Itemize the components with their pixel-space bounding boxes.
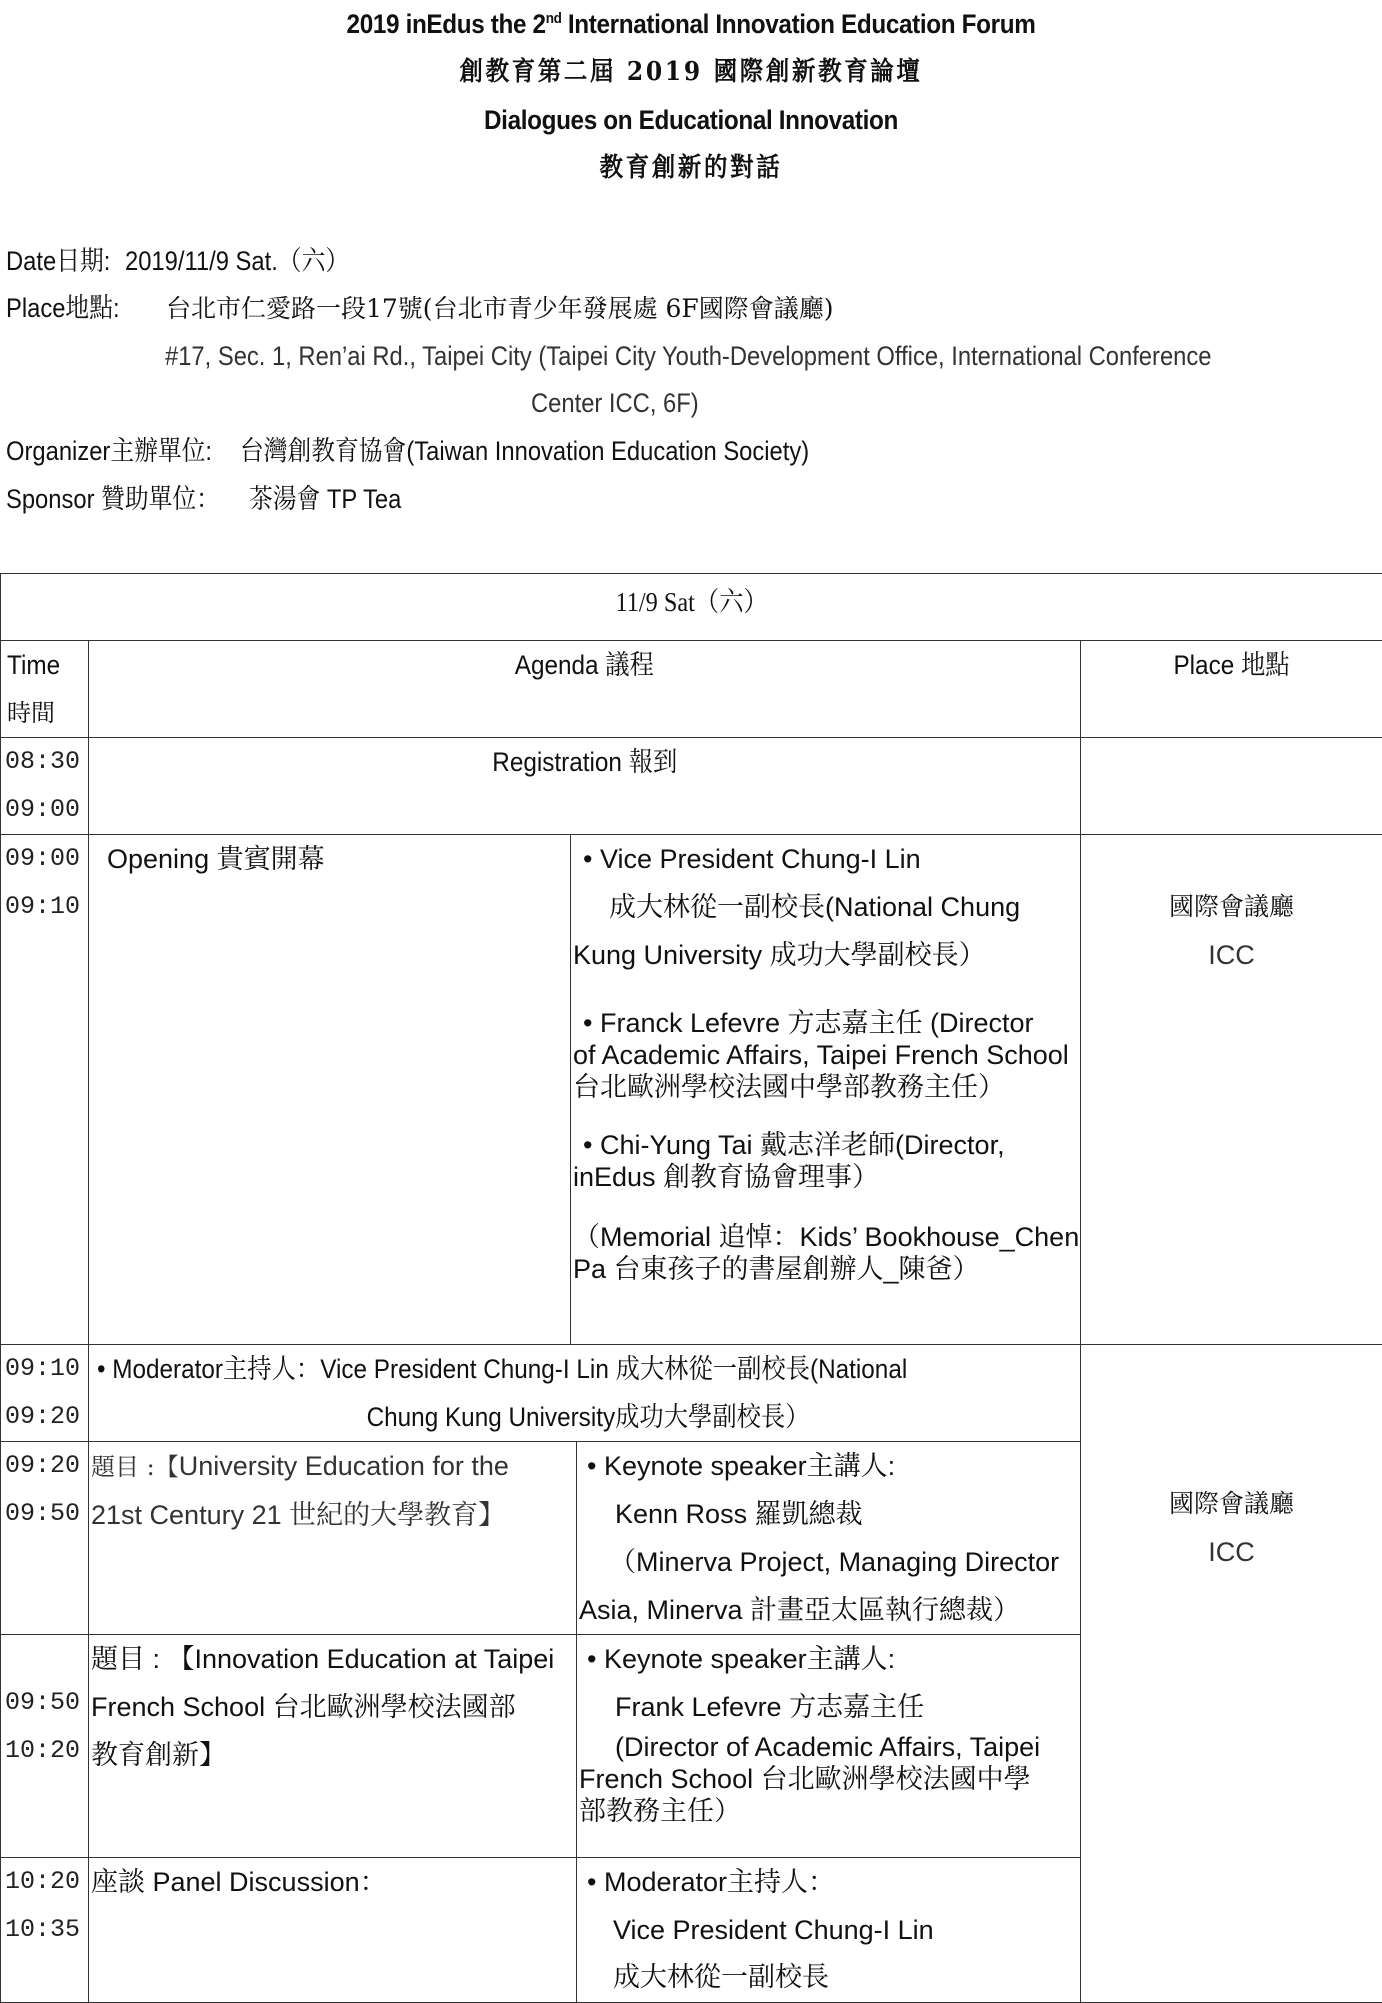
memorial-line-1: （Memorial 追悼：Kids’ Bookhouse_Chen (573, 1221, 1080, 1253)
speaker-cell (577, 1635, 1081, 1858)
place-cell (1081, 835, 1382, 1345)
place-name-en: ICC (1081, 931, 1382, 979)
moderator-label: • Moderator主持人： (579, 1858, 1080, 1906)
agenda-cell (89, 835, 571, 1345)
speaker-3-name: • Chi-Yung Tai 戴志洋老師(Director, (573, 1129, 1080, 1161)
time-cell (1, 1858, 89, 2003)
organizer-label: Organizer主辦單位: (6, 428, 212, 475)
agenda-table (0, 573, 1382, 2003)
forum-subtitle-zh: 教育創新的對話 (69, 144, 1313, 192)
place-address-en-text-1: #17, Sec. 1, Ren’ai Rd., Taipei City (Taipei City Youth-Development Office, International Conference (165, 333, 1211, 380)
place-name-en: ICC (1081, 1528, 1382, 1576)
column-header-row (1, 641, 1382, 738)
sponsor-line (6, 476, 422, 523)
start-time: 08:30 (5, 738, 88, 786)
place-cell (1081, 738, 1382, 835)
keynote-speaker-name: Frank Lefevre 方志嘉主任 (579, 1683, 1080, 1731)
keynote-speaker-title: (Director of Academic Affairs, Taipei (579, 1731, 1080, 1763)
agenda-row-moderator (1, 1345, 1382, 1442)
topic-title-line-2: 21st Century 21 世紀的大學教育】 (91, 1491, 576, 1539)
topic-title-line-1: 題目 : 【Innovation Education at Taipei (91, 1635, 576, 1683)
topic-label: 題目 :【 (91, 1453, 179, 1481)
speakers-cell (571, 835, 1081, 1345)
date-line (6, 238, 379, 285)
title-suffix: International Innovation Education Forum (561, 9, 1035, 39)
topic-title-line-3: 教育創新】 (91, 1731, 576, 1779)
keynote-label: • Keynote speaker主講人: (579, 1442, 1080, 1490)
agenda-cell (89, 738, 1081, 835)
moderator-line-1: • Moderator主持人：Vice President Chung-I Lin 成大林從一副校長(National (97, 1345, 907, 1393)
place-cell (1081, 1345, 1382, 2003)
keynote-speaker-affiliation-1: French School 台北歐洲學校法國中學 (579, 1763, 1080, 1795)
organizer-line (6, 428, 887, 475)
day-header-text: 11/9 Sat（六） (615, 578, 767, 626)
keynote-label: • Keynote speaker主講人: (579, 1635, 1080, 1683)
keynote-speaker-affiliation: Asia, Minerva 計畫亞太區執行總裁） (579, 1586, 1080, 1634)
col-header-agenda-text: Agenda 議程 (515, 641, 654, 689)
forum-title-zh: 創教育第二屆 2019 國際創新教育論壇 (69, 48, 1313, 96)
forum-title-en (69, 0, 1313, 48)
col-header-place (1081, 641, 1382, 738)
date-label: Date日期: (6, 238, 110, 285)
day-header-row (1, 574, 1382, 641)
moderator-cell (89, 1345, 1081, 1442)
registration-label: Registration 報到 (492, 738, 677, 786)
start-time: 09:00 (5, 835, 88, 883)
place-name-zh: 國際會議廳 (1081, 1480, 1382, 1528)
speaker-1-name: • Vice President Chung-I Lin (573, 835, 1080, 883)
keynote-speaker-name: Kenn Ross 羅凱總裁 (579, 1490, 1080, 1538)
keynote-speaker-title: （Minerva Project, Managing Director (579, 1538, 1080, 1586)
end-time: 09:20 (5, 1393, 88, 1441)
agenda-row-opening (1, 835, 1382, 1345)
keynote-speaker-affiliation-2: 部教務主任） (579, 1795, 1080, 1827)
end-time: 09:50 (5, 1490, 88, 1538)
organizer-value: 台灣創教育協會(Taiwan Innovation Education Society) (240, 428, 809, 475)
moderator-title: 成大林從一副校長 (579, 1954, 1080, 2002)
end-time: 10:35 (5, 1906, 88, 1954)
place-address-en-line1 (165, 333, 1354, 380)
speaker-3-affiliation: inEdus 創教育協會理事） (573, 1161, 1080, 1193)
forum-subtitle-en: Dialogues on Educational Innovation (69, 96, 1313, 144)
place-address-zh: 台北市仁愛路一段17號(台北市青少年發展處 6F國際會議廳) (166, 294, 834, 323)
col-header-place-text: Place 地點 (1173, 641, 1289, 689)
col-header-time-zh: 時間 (7, 689, 88, 737)
agenda-row-registration (1, 738, 1382, 835)
time-cell (1, 1635, 89, 1858)
topic-title-line-1: University Education for the (179, 1451, 509, 1481)
start-time: 10:20 (5, 1858, 88, 1906)
time-cell (1, 738, 89, 835)
sponsor-label: Sponsor 贊助單位： (6, 476, 220, 523)
moderator-cell (577, 1858, 1081, 2003)
topic-cell (89, 1442, 577, 1635)
place-address-en-text-2: Center ICC, 6F) (531, 380, 699, 427)
panel-discussion-label: 座談 Panel Discussion： (91, 1858, 576, 1906)
document-header (0, 0, 1382, 192)
time-cell (1, 835, 89, 1345)
start-time: 09:10 (5, 1345, 88, 1393)
speaker-2-name: • Franck Lefevre 方志嘉主任 (Director (573, 1007, 1080, 1039)
time-cell (1, 1442, 89, 1635)
speaker-2-affiliation: 台北歐洲學校法國中學部教務主任） (573, 1071, 1080, 1103)
moderator-line-2: Chung Kung University成功大學副校長） (367, 1393, 810, 1441)
end-time: 09:10 (5, 883, 88, 931)
end-time: 09:00 (5, 786, 88, 834)
col-header-time-en: Time (7, 641, 60, 689)
speaker-1-affiliation: Kung University 成功大學副校長） (573, 931, 1080, 979)
title-superscript: nd (546, 10, 562, 27)
col-header-agenda (89, 641, 1081, 738)
speaker-cell (577, 1442, 1081, 1635)
title-prefix: 2019 inEdus the 2 (347, 9, 546, 39)
time-cell (1, 1345, 89, 1442)
end-time: 10:20 (5, 1727, 88, 1775)
topic-cell (89, 1858, 577, 2003)
topic-cell (89, 1635, 577, 1858)
place-address-en-line2 (531, 380, 722, 427)
day-header (1, 574, 1382, 641)
place-line (6, 285, 834, 332)
sponsor-value: 茶湯會 TP Tea (249, 476, 401, 523)
place-name-zh: 國際會議廳 (1081, 883, 1382, 931)
speaker-2-title: of Academic Affairs, Taipei French School (573, 1039, 1080, 1071)
place-label: Place地點: (6, 285, 147, 332)
start-time: 09:50 (5, 1679, 88, 1727)
topic-title-line-2: French School 台北歐洲學校法國部 (91, 1683, 576, 1731)
memorial-line-2: Pa 台東孩子的書屋創辦人_陳爸） (573, 1253, 1080, 1285)
date-value: 2019/11/9 Sat.（六） (125, 238, 349, 285)
speaker-1-title: 成大林從一副校長(National Chung (573, 883, 1080, 931)
start-time: 09:20 (5, 1442, 88, 1490)
moderator-name: Vice President Chung-I Lin (579, 1906, 1080, 1954)
opening-label: Opening 貴賓開幕 (107, 844, 325, 874)
col-header-time (1, 641, 89, 738)
